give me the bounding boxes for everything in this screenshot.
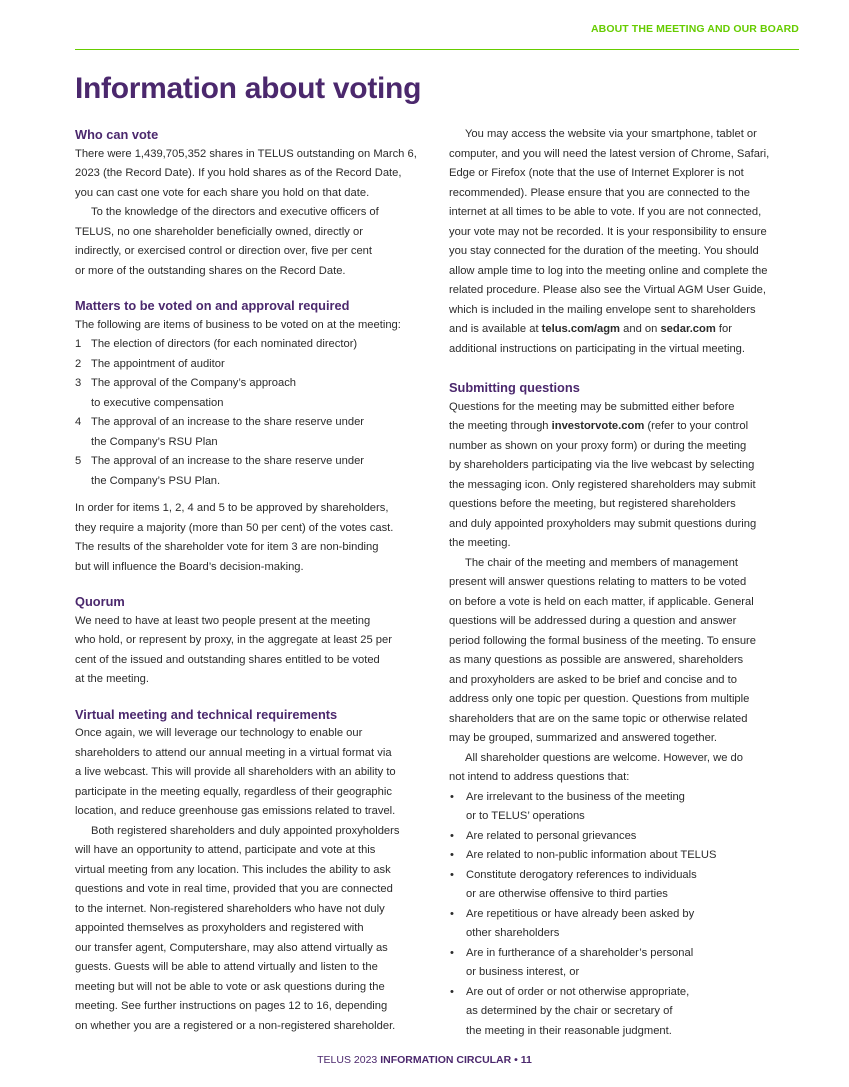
paragraph-control: To the knowledge of the directors and executive officers of TELUS, no one shareholder beneficially owned, directly or indirectly, or exercised control or direction over, five per cent or more of the outstanding shares on the Record Date.: [75, 206, 379, 277]
paragraph-virtual-attendance: Both registered shareholders and duly appointed proxyholders will have an opportunity to attend, participate and vote at this virtual meeting from any location. This includes the ability to ask questions and vote in real time, provided that you are connected to the internet. Non-registered shareholders who have not duly appointed themselves as proxyholders and registered with our transfer agent, Computershare, may also attend virtually as guests. Guests will be able to attend virtually and listen to the meeting but will not be able to vote or ask questions during the meeting. See further instructions on pages 12 to 16, depending on whether you are a registered or a non-registered shareholder.: [75, 824, 400, 1032]
paragraph-questions-answer: The chair of the meeting and members of management present will answer questions relating to matters to be voted on before a vote is held on each matter, if applicable. General questions will be addressed during a question and answer period following the formal business of the meeting. To ensure as many questions as possible are answered, shareholders and proxyholders are asked to be brief and concise and to address only one topic per question. Questions from multiple shareholders that are on the same topic or otherwise related may be grouped, summarized and answered together.: [449, 556, 757, 744]
matters-list: [75, 335, 433, 491]
list-item: • Are out of order or not otherwise appropriate, as determined by the chair or secretary of the meeting in their reasonable judgment.: [449, 983, 801, 1042]
paragraph-quorum: We need to have at least two people present at the meeting who hold, or represent by proxy, in the aggregate at least 25 per cent of the issued and outstanding shares entitled to be voted at the meeting.: [75, 614, 392, 685]
bullet-icon: •: [450, 985, 454, 998]
list-item: • Are irrelevant to the business of the meeting or to TELUS’ operations: [449, 788, 801, 827]
left-column: [75, 125, 433, 1036]
section-label: ABOUT THE MEETING AND OUR BOARD: [590, 23, 799, 35]
bullet-icon: •: [450, 829, 454, 842]
list-item: 3 The approval of the Company’s approach to executive compensation: [75, 377, 297, 409]
list-item: 1 The election of directors (for each nominated director): [75, 338, 358, 350]
list-item: • Are related to personal grievances: [449, 827, 801, 847]
bullet-icon: •: [450, 946, 454, 959]
list-item: • Are related to non-public information about TELUS: [449, 846, 801, 866]
paragraph-access: You may access the website via your smartphone, tablet or computer, and you will need the latest version of Chrome, Safari, Edge or Firefox (note that the use of Internet Explorer is not recommended). Please ensure that you are connected to the internet at all times to be able to vote. If you are not connected, your vote may not be recorded. It is your responsibility to ensure you stay connected for the duration of the meeting. You should allow ample time to log into the meeting online and complete the related procedure. Please also see the Virtual AGM User Guide, which is included in the mailing envelope sent to shareholders and is available at telus.com/agm and on sedar.com for additional instructions on participating in the virtual meeting.: [449, 128, 770, 355]
paragraph-questions-submit: Questions for the meeting may be submitted either before the meeting through investorvote.com (refer to your control number as shown on your proxy form) or during the meeting by shareholders participating via the live webcast by selecting the messaging icon. Only registered shareholders may submit questions before the meeting, but registered shareholders and duly appointed proxyholders may submit questions during the meeting.: [449, 400, 757, 549]
paragraph-approval: In order for items 1, 2, 4 and 5 to be approved by shareholders, they require a majority (more than 50 per cent) of the votes cast. The results of the shareholder vote for item 3 are non-binding but will influence the Board’s decision-making.: [75, 502, 394, 573]
heading-matters: Matters to be voted on and approval required: [75, 298, 350, 313]
list-item: • Are in furtherance of a shareholder’s personal or business interest, or: [449, 944, 801, 983]
list-item: • Are repetitious or have already been asked by other shareholders: [449, 905, 801, 944]
link-telus-agm[interactable]: telus.com/agm: [541, 323, 621, 335]
excluded-questions-list: [449, 788, 801, 1042]
bullet-icon: •: [450, 907, 454, 920]
right-column: [449, 125, 801, 1041]
list-item: 5 The approval of an increase to the share reserve under the Company’s PSU Plan.: [75, 455, 365, 487]
footer-prefix: TELUS 2023: [317, 1054, 381, 1066]
paragraph-matters-intro: The following are items of business to be voted on at the meeting:: [75, 318, 401, 331]
page-footer: [0, 1054, 849, 1066]
list-item: 2 The appointment of auditor: [75, 357, 225, 370]
heading-virtual-meeting: Virtual meeting and technical requirements: [75, 706, 338, 722]
footer-title: INFORMATION CIRCULAR: [380, 1054, 512, 1066]
bullet-icon: •: [450, 868, 454, 881]
bullet-icon: •: [450, 849, 454, 861]
heading-submitting-questions: Submitting questions: [449, 380, 580, 395]
list-item: • Constitute derogatory references to individuals or are otherwise offensive to third parties: [449, 866, 801, 905]
heading-quorum: Quorum: [75, 594, 125, 609]
paragraph-questions-welcome: All shareholder questions are welcome. However, we do not intend to address questions that:: [449, 751, 743, 783]
paragraph-record-date: There were 1,439,705,352 shares in TELUS outstanding on March 6, 2023 (the Record Date). If you hold shares as of the Record Date, you can cast one vote for each share you hold on that date.: [75, 147, 417, 199]
link-investorvote[interactable]: investorvote.com: [551, 420, 645, 432]
link-sedar[interactable]: sedar.com: [660, 323, 716, 335]
page-title: Information about voting: [75, 72, 422, 105]
list-item: 4 The approval of an increase to the share reserve under the Company’s RSU Plan: [75, 416, 365, 448]
paragraph-virtual-intro: Once again, we will leverage our technology to enable our shareholders to attend our annual meeting in a virtual format via a live webcast. This will provide all shareholders with an ability to participate in the meeting equally, regardless of their geographic location, and reduce greenhouse gas emissions related to travel.: [75, 727, 396, 817]
header-rule: [75, 49, 799, 50]
footer-separator: •: [511, 1054, 521, 1066]
heading-who-can-vote: Who can vote: [75, 127, 159, 142]
bullet-icon: •: [450, 790, 454, 803]
page-number: 11: [520, 1054, 532, 1066]
